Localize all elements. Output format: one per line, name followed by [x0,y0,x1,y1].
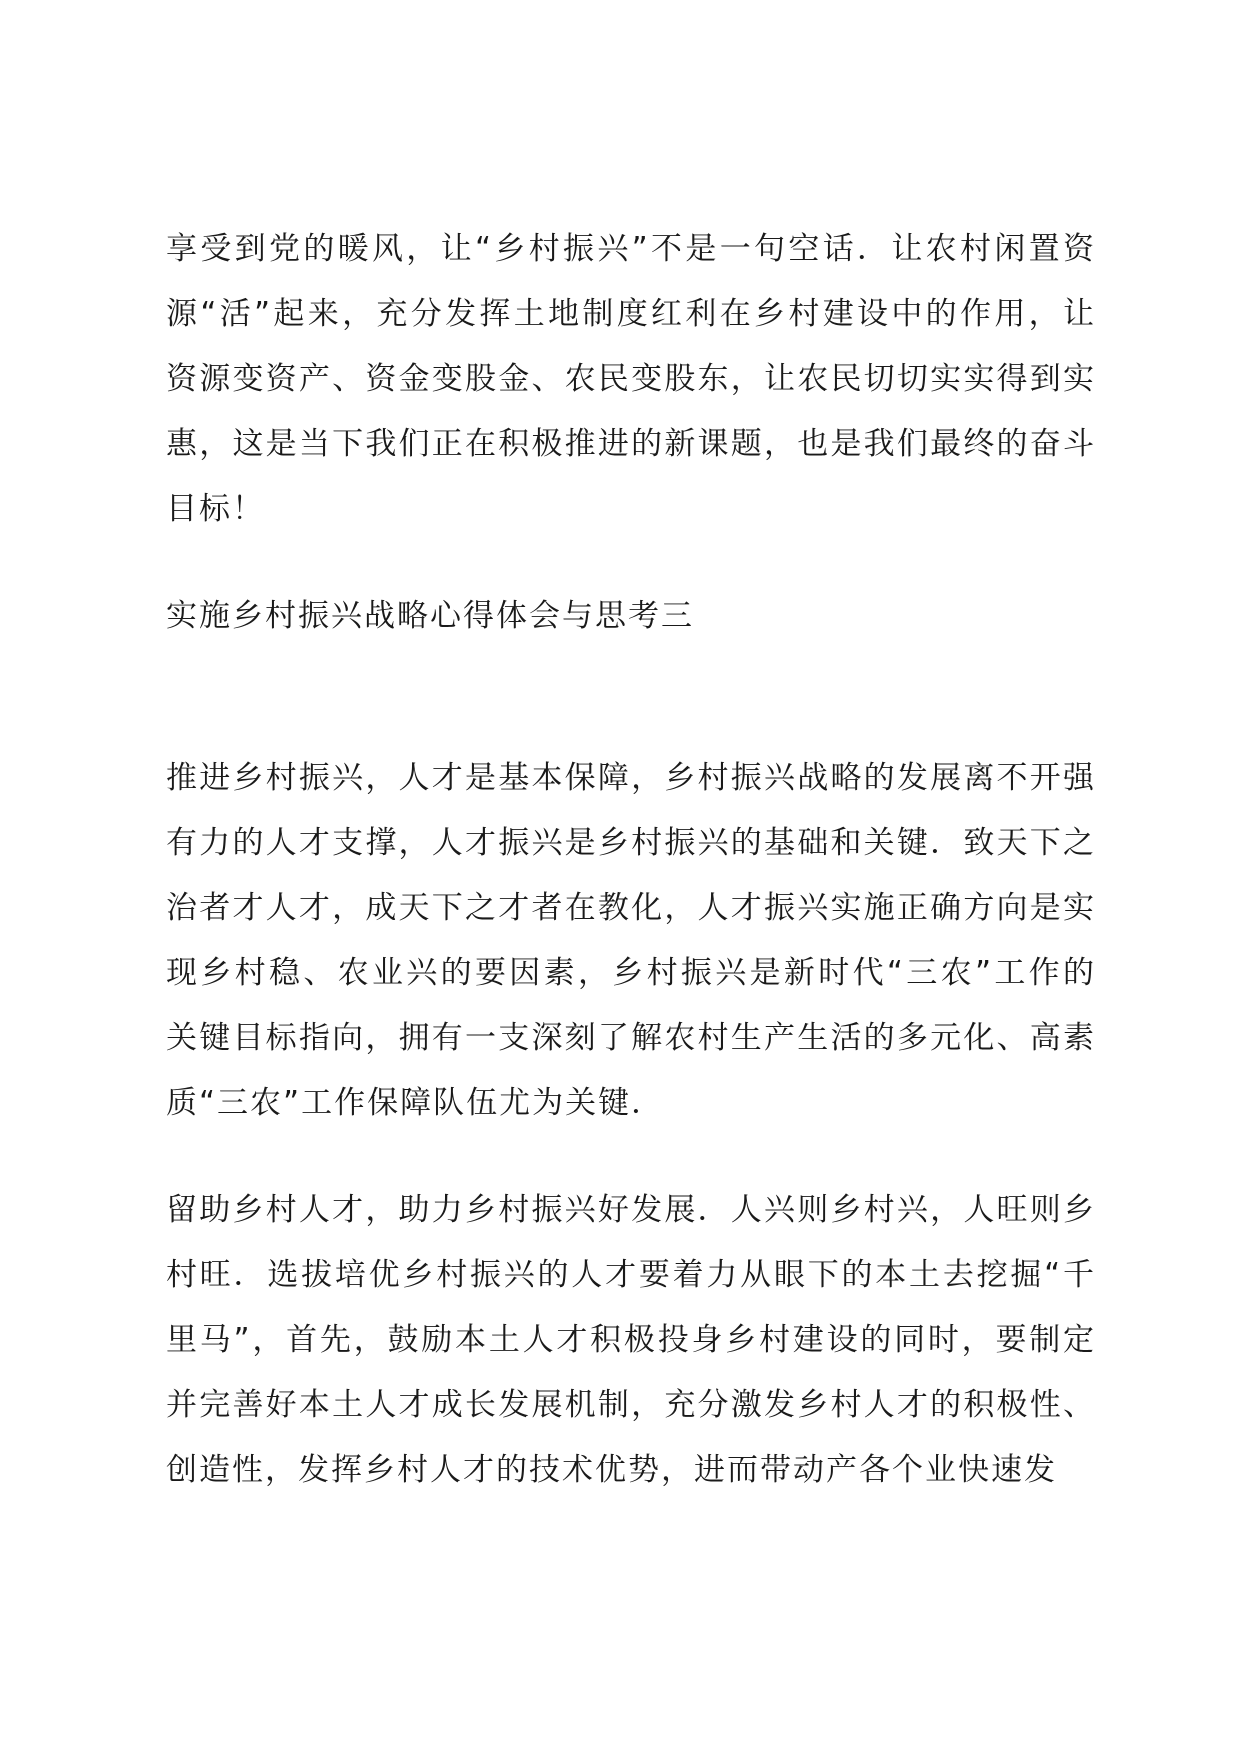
text-line: 村旺．选拔培优乡村振兴的人才要着力从眼下的本土去挖掘“千 [166,1257,1096,1293]
text-line: 有力的人才支撑，人才振兴是乡村振兴的基础和关键．致天下之 [166,825,1096,861]
text-line: 资源变资产、资金变股金、农民变股东，让农民切切实实得到实 [166,361,1096,397]
paragraph-talent-support [166,746,1096,1136]
heading-text: 实施乡村振兴战略心得体会与思考三 [166,598,694,634]
text-line: 里马”，首先，鼓励本土人才积极投身乡村建设的同时，要制定 [166,1322,1096,1358]
paragraph-retain-talent [166,1178,1096,1503]
text-line: 留助乡村人才，助力乡村振兴好发展．人兴则乡村兴，人旺则乡 [166,1192,1096,1228]
text-line: 享受到党的暖风，让“乡村振兴”不是一句空话．让农村闲置资 [166,231,1096,267]
section-heading [166,584,1096,649]
text-line: 推进乡村振兴，人才是基本保障，乡村振兴战略的发展离不开强 [166,760,1096,796]
text-line: 治者才人才，成天下之才者在教化，人才振兴实施正确方向是实 [166,890,1096,926]
text-line: 并完善好本土人才成长发展机制，充分激发乡村人才的积极性、 [166,1387,1096,1423]
text-line: 现乡村稳、农业兴的要因素，乡村振兴是新时代“三农”工作的 [166,955,1096,991]
text-line: 创造性，发挥乡村人才的技术优势，进而带动产各个业快速发 [166,1452,1057,1488]
text-line: 源“活”起来，充分发挥土地制度红利在乡村建设中的作用，让 [166,296,1096,332]
text-line: 关键目标指向，拥有一支深刻了解农村生产生活的多元化、高素 [166,1020,1096,1056]
text-line: 目标！ [166,491,265,527]
text-line: 惠，这是当下我们正在积极推进的新课题，也是我们最终的奋斗 [166,426,1096,462]
paragraph-rural-resources [166,217,1096,542]
text-line: 质“三农”工作保障队伍尤为关键． [166,1085,665,1121]
